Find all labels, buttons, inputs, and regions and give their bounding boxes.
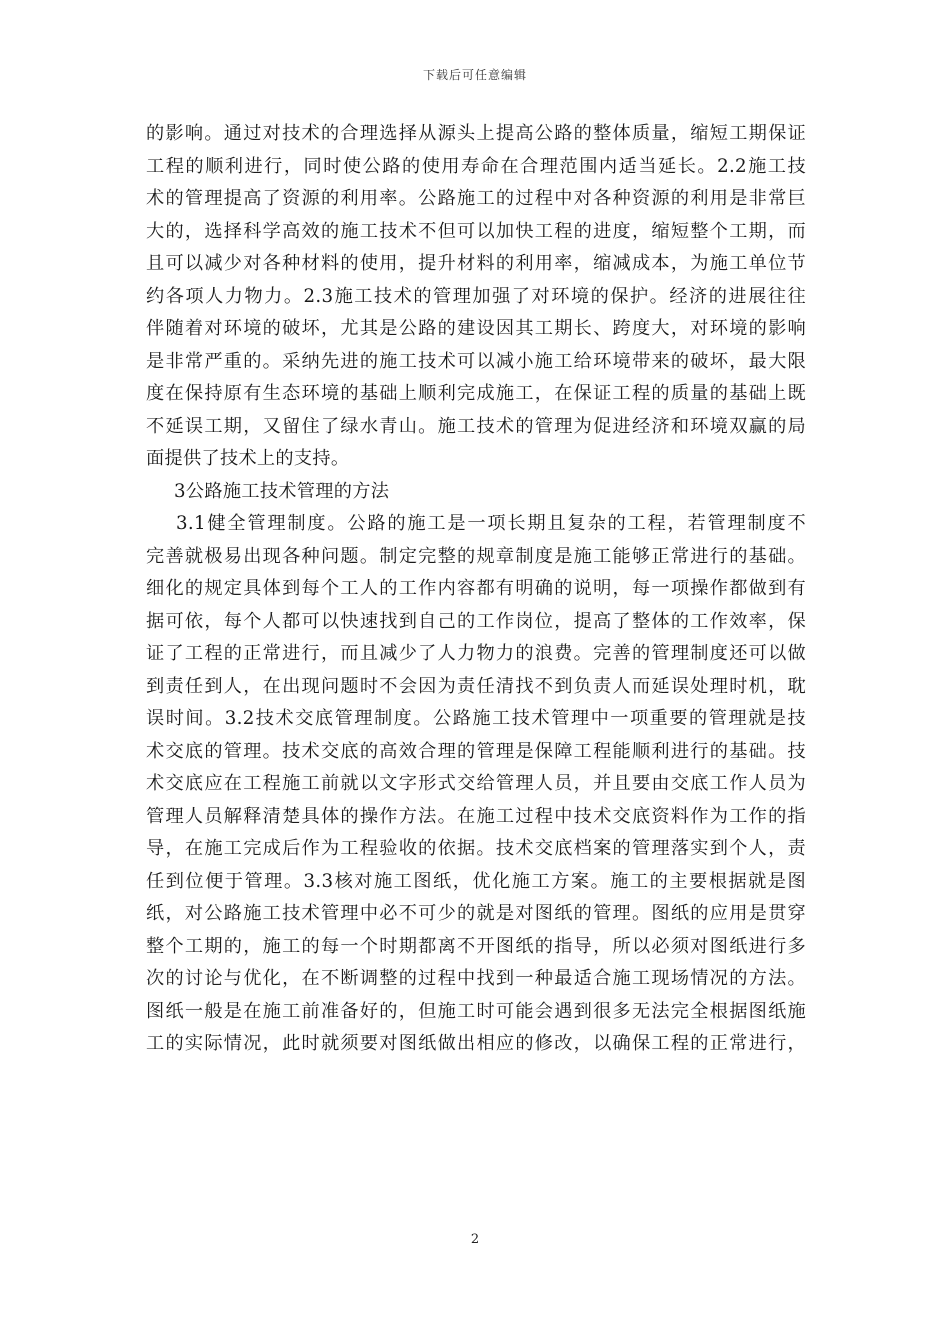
text-line: 据可依，每个人都可以快速找到自己的工作岗位，提高了整体的工作效率，保: [146, 610, 806, 632]
text-line: 术的管理提高了资源的利用率。公路施工的过程中对各种资源的利用是非常巨: [146, 188, 806, 209]
text-line: 3.1健全管理制度。公路的施工是一项长期且复杂的工程，若管理制度不: [176, 513, 806, 534]
text-line: 纸，对公路施工技术管理中必不可少的就是对图纸的管理。图纸的应用是贯穿: [146, 903, 806, 924]
text-line: 术交底应在工程施工前就以文字形式交给管理人员，并且要由交底工作人员为: [146, 773, 806, 794]
text-line: 证了工程的正常进行，而且减少了人力物力的浪费。完善的管理制度还可以做: [146, 643, 806, 664]
text-line: 图纸一般是在施工前准备好的，但施工时可能会遇到很多无法完全根据图纸施: [146, 1000, 806, 1022]
text-line: 是非常严重的。采纳先进的施工技术可以减小施工给环境带来的破坏，最大限: [146, 350, 806, 372]
body-text: [146, 118, 806, 1061]
text-line: 且可以减少对各种材料的使用，提升材料的利用率，缩减成本，为施工单位节: [146, 253, 806, 274]
text-line: 面提供了技术上的支持。: [146, 448, 350, 469]
text-line: 大的，选择科学高效的施工技术不但可以加快工程的进度，缩短整个工期，而: [146, 220, 806, 242]
text-line: 完善就极易出现各种问题。制定完整的规章制度是施工能够正常进行的基础。: [146, 545, 806, 567]
text-line: 导，在施工完成后作为工程验收的依据。技术交底档案的管理落实到个人，责: [146, 838, 806, 859]
text-line: 度在保持原有生态环境的基础上顺利完成施工，在保证工程的质量的基础上既: [146, 383, 806, 404]
page-header: 下载后可任意编辑: [422, 68, 527, 82]
text-line: 到责任到人，在出现问题时不会因为责任清找不到负责人而延误处理时机，耽: [146, 675, 806, 697]
text-line: 工的实际情况，此时就须要对图纸做出相应的修改，以确保工程的正常进行，: [146, 1033, 806, 1054]
text-line: 工程的顺利进行，同时使公路的使用寿命在合理范围内适当延长。2.2施工技: [146, 155, 806, 177]
text-line: 伴随着对环境的破坏，尤其是公路的建设因其工期长、跨度大，对环境的影响: [146, 318, 806, 339]
text-line: 次的讨论与优化，在不断调整的过程中找到一种最适合施工现场情况的方法。: [146, 968, 806, 989]
text-line: 误时间。3.2技术交底管理制度。公路施工技术管理中一项重要的管理就是技: [146, 708, 806, 729]
text-line: 细化的规定具体到每个工人的工作内容都有明确的说明，每一项操作都做到有: [146, 578, 806, 599]
page-number: 2: [470, 1232, 480, 1247]
text-line: 整个工期的，施工的每一个时期都离不开图纸的指导，所以必须对图纸进行多: [146, 935, 806, 957]
text-line: 管理人员解释清楚具体的操作方法。在施工过程中技术交底资料作为工作的指: [146, 805, 806, 827]
text-line: 约各项人力物力。2.3施工技术的管理加强了对环境的保护。经济的进展往往: [146, 285, 806, 307]
text-line: 不延误工期，又留住了绿水青山。施工技术的管理为促进经济和环境双赢的局: [146, 415, 806, 437]
section-heading: 3公路施工技术管理的方法: [174, 480, 390, 502]
text-line: 术交底的管理。技术交底的高效合理的管理是保障工程能顺利进行的基础。技: [146, 740, 806, 762]
text-line: 的影响。通过对技术的合理选择从源头上提高公路的整体质量，缩短工期保证: [146, 123, 806, 144]
text-line: 任到位便于管理。3.3核对施工图纸，优化施工方案。施工的主要根据就是图: [146, 870, 806, 892]
